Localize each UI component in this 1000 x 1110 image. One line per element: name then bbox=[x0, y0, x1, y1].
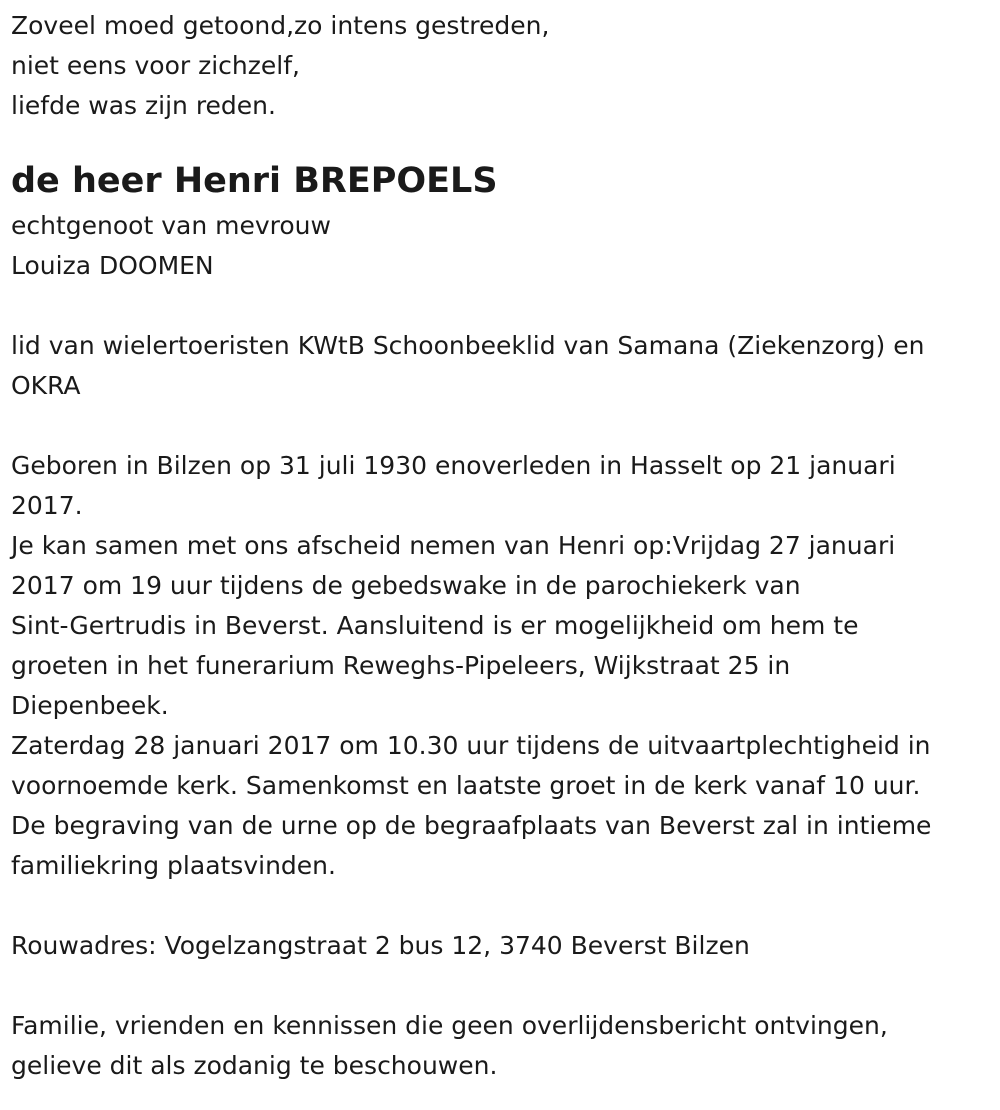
detail-line: familiekring plaatsvinden. bbox=[11, 851, 336, 880]
poem-line: liefde was zijn reden. bbox=[11, 91, 276, 120]
spouse-info bbox=[11, 206, 991, 286]
death-notice bbox=[11, 6, 991, 1086]
funeral-details bbox=[11, 446, 991, 886]
deceased-name: de heer Henri BREPOELS bbox=[11, 161, 498, 201]
detail-line: Je kan samen met ons afscheid nemen van Henri op:Vrijdag 27 januari bbox=[11, 531, 896, 560]
detail-line: Zaterdag 28 januari 2017 om 10.30 uur tijdens de uitvaartplechtigheid in bbox=[11, 731, 931, 760]
poem-line: Zoveel moed getoond,zo intens gestreden, bbox=[11, 11, 550, 40]
detail-line: De begraving van de urne op de begraafplaats van Beverst zal in intieme bbox=[11, 811, 932, 840]
closing-line: Familie, vrienden en kennissen die geen overlijdensbericht ontvingen, bbox=[11, 1011, 888, 1040]
memberships bbox=[11, 326, 991, 406]
membership-line: lid van wielertoeristen KWtB Schoonbeeklid van Samana (Ziekenzorg) en bbox=[11, 331, 925, 360]
detail-line: groeten in het funerarium Reweghs-Pipeleers, Wijkstraat 25 in bbox=[11, 651, 791, 680]
detail-line: 2017. bbox=[11, 491, 83, 520]
poem-line: niet eens voor zichzelf, bbox=[11, 51, 300, 80]
detail-line: Diepenbeek. bbox=[11, 691, 169, 720]
spouse-name: Louiza DOOMEN bbox=[11, 251, 214, 280]
mourning-address: Rouwadres: Vogelzangstraat 2 bus 12, 3740 Beverst Bilzen bbox=[11, 931, 750, 960]
closing-note bbox=[11, 1006, 991, 1086]
detail-line: Sint-Gertrudis in Beverst. Aansluitend is er mogelijkheid om hem te bbox=[11, 611, 859, 640]
detail-line: voornoemde kerk. Samenkomst en laatste groet in de kerk vanaf 10 uur. bbox=[11, 771, 921, 800]
poem bbox=[11, 6, 991, 126]
closing-line: gelieve dit als zodanig te beschouwen. bbox=[11, 1051, 498, 1080]
membership-line: OKRA bbox=[11, 371, 81, 400]
detail-line: Geboren in Bilzen op 31 juli 1930 enoverleden in Hasselt op 21 januari bbox=[11, 451, 896, 480]
detail-line: 2017 om 19 uur tijdens de gebedswake in de parochiekerk van bbox=[11, 571, 801, 600]
spouse-line: echtgenoot van mevrouw bbox=[11, 211, 331, 240]
